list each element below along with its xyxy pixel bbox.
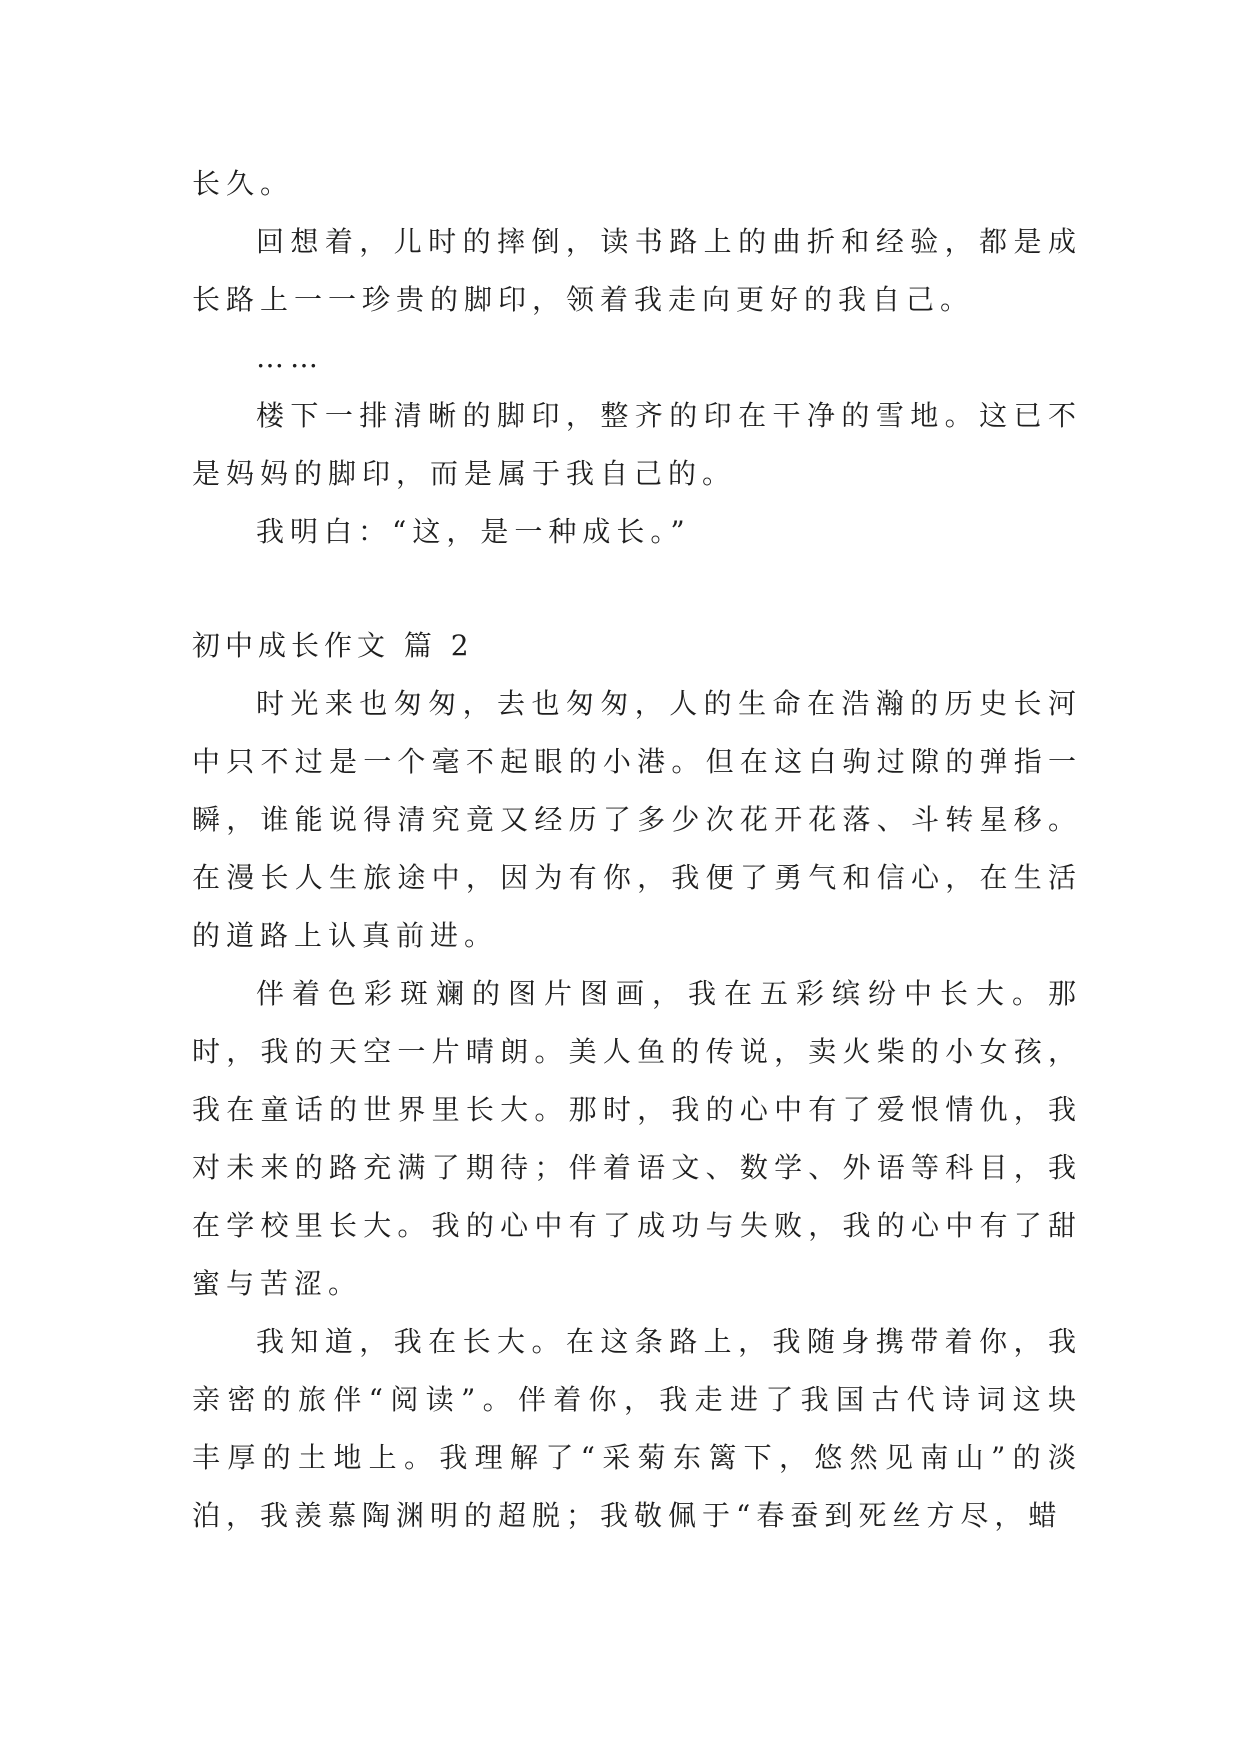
paragraph-reading: 我知道，我在长大。在这条路上，我随身携带着你，我亲密的旅伴“阅读”。伴着你，我走进了我国古代诗词这块丰厚的土地上。我理解了“采菊东篱下，悠然见南山”的淡泊，我羡慕陶渊明的超脱；我敬佩于“春蚕到死丝方尽，蜡 xyxy=(192,1325,1082,1532)
section-gap xyxy=(192,561,1082,617)
paragraph-understanding: 我明白：“这，是一种成长。” xyxy=(256,515,691,548)
paragraph-recollection: 回想着，儿时的摔倒，读书路上的曲折和经验，都是成长路上一一珍贵的脚印，领着我走向更好的我自己。 xyxy=(192,225,1082,316)
document-body xyxy=(192,155,1082,1545)
paragraph-time: 时光来也匆匆，去也匆匆，人的生命在浩瀚的历史长河中只不过是一个毫不起眼的小港。但在这白驹过隙的弹指一瞬，谁能说得清究竟又经历了多少次花开花落、斗转星移。在漫长人生旅途中，因为有你，我便了勇气和信心，在生活的道路上认真前进。 xyxy=(192,687,1082,952)
paragraph-growing-up: 伴着色彩斑斓的图片图画，我在五彩缤纷中长大。那时，我的天空一片晴朗。美人鱼的传说，卖火柴的小女孩，我在童话的世界里长大。那时，我的心中有了爱恨情仇，我对未来的路充满了期待；伴着语文、数学、外语等科目，我在学校里长大。我的心中有了成功与失败，我的心中有了甜蜜与苦涩。 xyxy=(192,977,1082,1300)
paragraph-continuation: 长久。 xyxy=(192,167,295,200)
section-title: 初中成长作文 篇 2 xyxy=(192,629,474,662)
paragraph-ellipsis: …… xyxy=(256,341,324,374)
paragraph-footprints: 楼下一排清晰的脚印，整齐的印在干净的雪地。这已不是妈妈的脚印，而是属于我自己的。 xyxy=(192,399,1082,490)
